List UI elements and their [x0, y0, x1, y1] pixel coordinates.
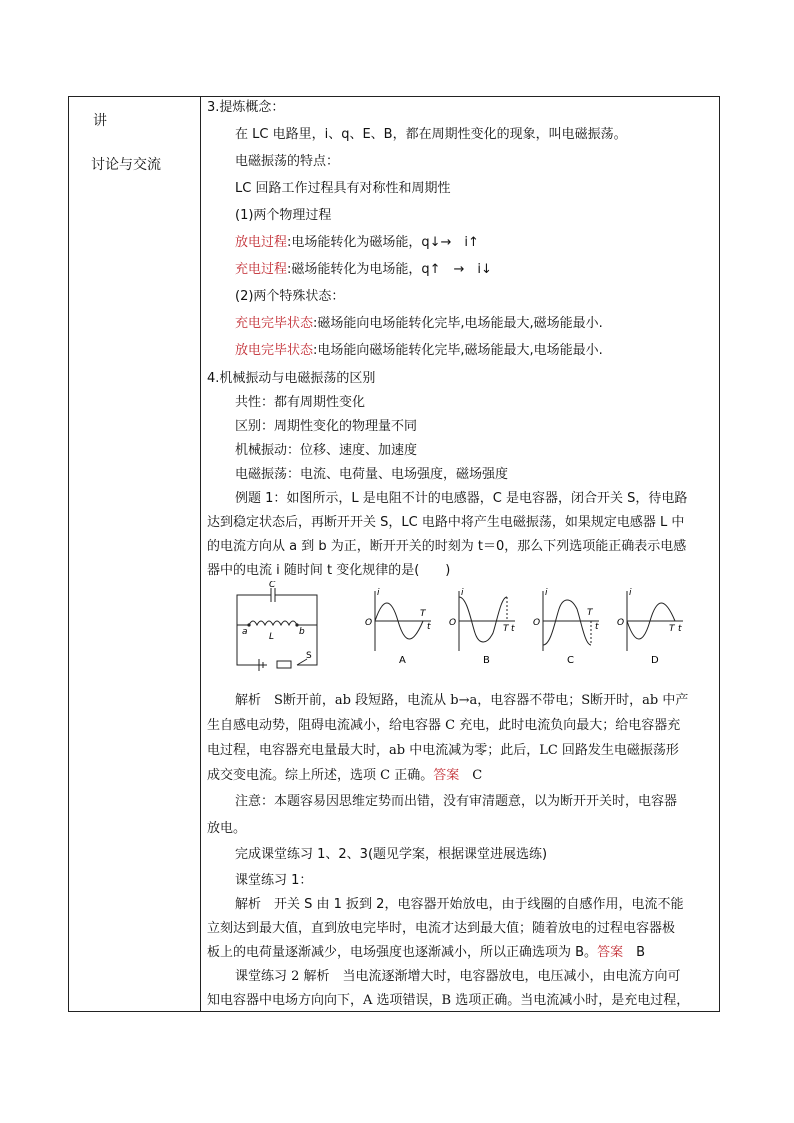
text-charge-complete	[235, 316, 603, 332]
origin: O	[365, 618, 373, 628]
text-two-processes: (1)两个物理过程	[235, 208, 332, 223]
red-term: 放电过程	[235, 235, 288, 250]
practice-2-line-1: 课堂练习 2 解析 当电流逐渐增大时，电容器放电，电压减小，由电流方向可	[235, 969, 681, 984]
practice-1-line-2: 立刻达到最大值，直到放电完毕时，电流才达到最大值；随着放电的过程电容器极	[207, 921, 676, 936]
left-column	[69, 97, 200, 1011]
period-t: T	[587, 608, 593, 618]
axis-t: t	[678, 624, 682, 634]
example-line-1: 例题 1：如图所示，L 是电阻不计的电感器，C 是电容器，闭合开关 S，待电路	[235, 491, 688, 506]
text-discharge-complete	[235, 343, 603, 359]
classwork-instruction: 完成课堂练习 1、2、3(题见学案，根据课堂进展选练)	[235, 847, 548, 862]
example-line-4: 器中的电流 i 随时间 t 变化规律的是( )	[207, 563, 451, 578]
answer-value: C	[459, 768, 483, 783]
current-graphs	[363, 585, 683, 673]
graph-c	[533, 588, 599, 666]
caption-c: C	[567, 655, 574, 666]
practice-1-line-3	[207, 945, 645, 961]
axis-i: i	[629, 588, 632, 598]
text-discharge-process	[235, 235, 479, 251]
node-a	[247, 623, 250, 626]
text-symmetry: LC 回路工作过程具有对称性和周期性	[235, 181, 451, 196]
label-discussion: 讨论与交流	[91, 157, 161, 173]
heading-difference: 4.机械振动与电磁振荡的区别	[207, 371, 376, 386]
solution-text: 成交变电流。综上所述，选项 C 正确。	[207, 768, 434, 783]
period-t: T	[420, 609, 426, 619]
axis-t: t	[511, 624, 515, 634]
practice-2-line-2: 知电容器中电场方向向下，A 选项错误，B 选项正确。当电流减小时，是充电过程，	[207, 993, 690, 1008]
label-l: L	[269, 632, 275, 642]
caption-b: B	[483, 655, 490, 666]
example-line-3: 的电流方向从 a 到 b 为正，断开开关的时刻为 t＝0，那么下列选项能正确表示电感	[207, 539, 687, 554]
caption-a: A	[399, 655, 406, 666]
practice-1-line-1: 解析 开关 S 由 1 扳到 2，电容器开始放电，由于线圈的自感作用，电流不能	[235, 897, 684, 912]
axis-i: i	[377, 588, 380, 598]
practice-1-heading: 课堂练习 1：	[235, 873, 313, 888]
graph-b	[449, 588, 515, 666]
text-definition: 在 LC 电路里，i、q、E、B，都在周期性变化的现象，叫电磁振荡。	[235, 127, 627, 142]
text-charge-process	[235, 262, 492, 278]
right-column	[201, 97, 719, 1011]
solution-line-4	[207, 768, 482, 784]
origin: O	[449, 618, 457, 628]
lesson-table	[68, 96, 720, 1012]
text-difference: 区别：周期性变化的物理量不同	[235, 419, 418, 434]
answer-label: 答案	[597, 945, 624, 960]
red-term: 充电过程	[235, 262, 288, 277]
text-features: 电磁振荡的特点：	[235, 154, 340, 169]
answer-label: 答案	[433, 768, 460, 783]
axis-i: i	[545, 588, 548, 598]
solution-line-2: 生自感电动势，阻碍电流减小，给电容器 C 充电，此时电流负向最大；给电容器充	[207, 718, 681, 733]
heading-concept: 3.提炼概念：	[207, 100, 285, 115]
text-two-states: (2)两个特殊状态：	[235, 289, 345, 304]
solution-line-1: 解析 S断开前，ab 段短路，电流从 b→a，电容器不带电；S断开时，ab 中产	[235, 693, 689, 708]
solution-line-3: 电过程，电容器充电量最大时，ab 中电流减为零；此后，LC 回路发生电磁振荡形	[207, 743, 679, 758]
label-jiang: 讲	[93, 113, 107, 129]
graph-a	[365, 588, 431, 666]
note-line-2: 放电。	[207, 821, 247, 836]
red-term: 放电完毕状态	[235, 343, 314, 358]
term-desc: :电场能转化为磁场能，q↓→ i↑	[287, 235, 479, 250]
practice-text: 板上的电荷量逐渐减少，电场强度也逐渐减小，所以正确选项为 B。	[207, 945, 598, 960]
label-c: C	[269, 581, 276, 590]
axis-i: i	[461, 588, 464, 598]
term-desc: :磁场能转化为电场能，q↑ → i↓	[287, 262, 492, 277]
answer-value: B	[623, 945, 645, 960]
period-t: T	[503, 624, 509, 634]
text-common: 共性：都有周期性变化	[235, 395, 366, 410]
term-desc: :电场能向磁场能转化完毕,磁场能最大,电场能最小.	[313, 343, 603, 358]
note-line-1: 注意：本题容易因思维定势而出错，没有审清题意，以为断开开关时，电容器	[235, 794, 678, 809]
axis-t: t	[595, 622, 599, 632]
red-term: 充电完毕状态	[235, 316, 314, 331]
text-mechanical: 机械振动：位移、速度、加速度	[235, 443, 418, 458]
origin: O	[533, 618, 541, 628]
caption-d: D	[651, 655, 659, 666]
axis-t: t	[427, 622, 431, 632]
text-em: 电磁振荡：电流、电荷量、电场强度，磁场强度	[235, 467, 509, 482]
label-s: S	[306, 651, 312, 661]
origin: O	[617, 618, 625, 628]
label-b: b	[299, 627, 305, 637]
lc-circuit-diagram	[227, 581, 337, 677]
label-a: a	[242, 627, 248, 637]
graph-d	[617, 588, 683, 666]
term-desc: :磁场能向电场能转化完毕,电场能最大,磁场能最小.	[313, 316, 603, 331]
example-line-2: 达到稳定状态后，再断开开关 S，LC 电路中将产生电磁振荡，如果规定电感器 L 中	[207, 515, 685, 530]
period-t: T	[669, 624, 675, 634]
